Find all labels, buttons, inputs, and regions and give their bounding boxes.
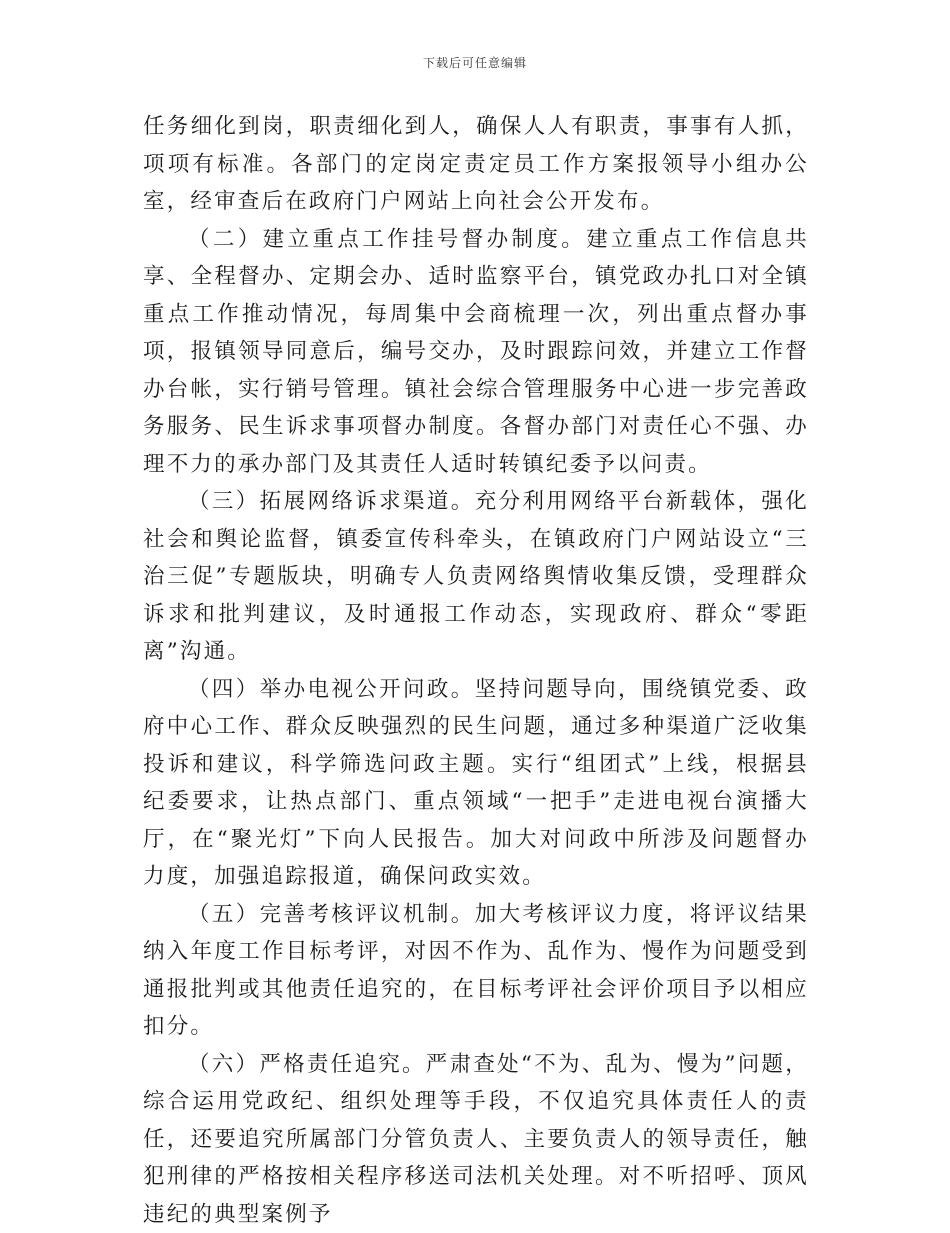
paragraph-section-3: （三）拓展网络诉求渠道。充分利用网络平台新载体，强化社会和舆论监督，镇委宣传科牵头，在镇政府门户网站设立“三治三促”专题版块，明确专人负责网络舆情收集反馈，受理群众诉求和批判建议，及时通报工作动态，实现政府、群众“零距离”沟通。 <box>143 483 809 671</box>
page-header: 下载后可任意编辑 <box>0 54 950 71</box>
paragraph-section-2: （二）建立重点工作挂号督办制度。建立重点工作信息共享、全程督办、定期会办、适时监察平台，镇党政办扎口对全镇重点工作推动情况，每周集中会商梳理一次，列出重点督办事项，报镇领导同意后，编号交办，及时跟踪问效，并建立工作督办台帐，实行销号管理。镇社会综合管理服务中心进一步完善政务服务、民生诉求事项督办制度。各督办部门对责任心不强、办理不力的承办部门及其责任人适时转镇纪委予以问责。 <box>143 221 809 484</box>
document-body <box>143 108 809 1233</box>
paragraph-section-4: （四）举办电视公开问政。坚持问题导向，围绕镇党委、政府中心工作、群众反映强烈的民生问题，通过多种渠道广泛收集投诉和建议，科学筛选问政主题。实行“组团式”上线，根据县纪委要求，让热点部门、重点领域“一把手”走进电视台演播大厅，在“聚光灯”下向人民报告。加大对问政中所涉及问题督办力度，加强追踪报道，确保问政实效。 <box>143 671 809 896</box>
paragraph-continuation: 任务细化到岗，职责细化到人，确保人人有职责，事事有人抓，项项有标准。各部门的定岗定责定员工作方案报领导小组办公室，经审查后在政府门户网站上向社会公开发布。 <box>143 108 809 221</box>
paragraph-section-5: （五）完善考核评议机制。加大考核评议力度，将评议结果纳入年度工作目标考评，对因不作为、乱作为、慢作为问题受到通报批判或其他责任追究的，在目标考评社会评价项目予以相应扣分。 <box>143 896 809 1046</box>
paragraph-section-6: （六）严格责任追究。严肃查处“不为、乱为、慢为”问题，综合运用党政纪、组织处理等手段，不仅追究具体责任人的责任，还要追究所属部门分管负责人、主要负责人的领导责任，触犯刑律的严格按相关程序移送司法机关处理。对不听招呼、顶风违纪的典型案例予 <box>143 1046 809 1233</box>
